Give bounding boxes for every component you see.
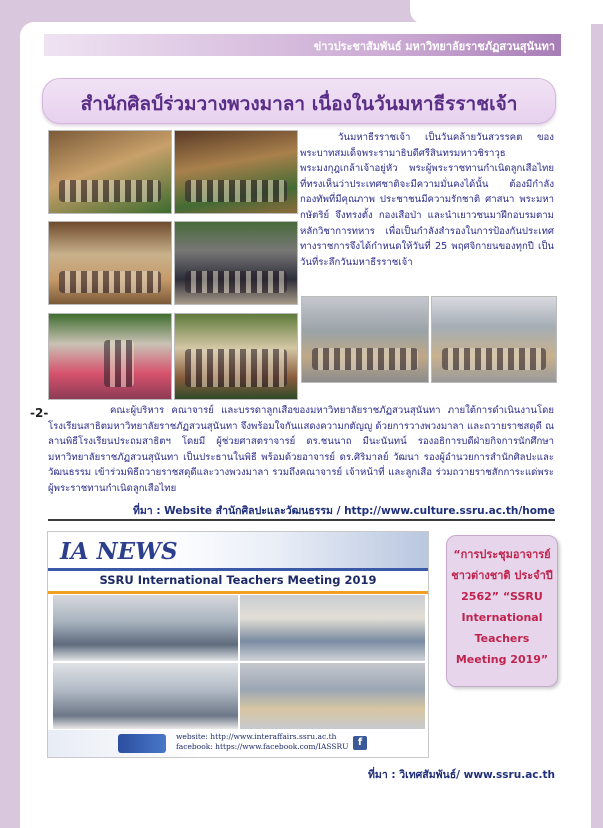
photo-ceremony-1 xyxy=(301,296,429,383)
article-title: สำนักศิลป์ร่วมวางพวงมาลา เนื่องในวันมหาธีรราชเจ้า xyxy=(80,93,518,115)
ia-photo-meeting-4 xyxy=(239,662,426,730)
photo-scouts-group xyxy=(174,313,298,400)
page-corner-tab xyxy=(410,0,603,24)
ia-footer-website: website: http://www.interaffairs.ssru.ac.th xyxy=(176,732,337,741)
callout-box xyxy=(446,535,558,687)
ia-university-logo-icon xyxy=(118,734,166,753)
ia-news-source: ที่มา : วิเทศสัมพันธ์/ www.ssru.ac.th xyxy=(367,769,555,781)
ia-news-banner xyxy=(48,568,428,594)
header-section-title: ข่าวประชาสัมพันธ์ มหาวิทยาลัยราชภัฏสวนสุนันทา xyxy=(313,40,555,53)
main-paragraph: คณะผู้บริหาร คณาจารย์ และบรรดาลูกเสือของมหาวิทยาลัยราชภัฏสวนสุนันทา ภายใต้การดำเนินงานโดย โรงเรียนสาธิตมหาวิทยาลัยราชภัฏสวนสุนันทา จึงพร้อมใจกันแสดงความกตัญญู ด้วยการวางพวงมาลา และถวายราชสดุดี ณ ลานพิธีโรงเรียนประถมสาธิตฯ โดยมี ผู้ช่วยศาสตราจารย์ ดร.ชนนาถ มีนะนันทน์ รองอธิการบดีฝ่ายกิจการนักศึกษา มหาวิทยาลัยราชภัฏสวนสุนันทา เป็นประธานในพิธี พร้อมด้วยอาจารย์ ดร.ศิริมาลย์ วัฒนา รองผู้อำนวยการสำนักศิลปะและวัฒนธรรม เข้าร่วมพิธีถวายราชสดุดีและวางพวงมาลา รวมถึงคณาจารย์ เจ้าหน้าที่ และลูกเสือ ร่วมถวายราชสักการะแด่พระผู้พระราชทานกำเนิดลูกเสือไทย xyxy=(48,405,554,494)
photo-scouts-kneeling xyxy=(48,221,172,305)
photo-ceremony-2 xyxy=(431,296,557,383)
page-number: -2- xyxy=(30,406,49,420)
photo-shrine-1 xyxy=(48,130,172,214)
ia-photo-meeting-1 xyxy=(52,594,239,662)
photo-wreath-woman xyxy=(48,313,172,400)
ia-news-logo: IA NEWS xyxy=(60,538,178,565)
ia-news-header xyxy=(48,532,428,568)
ia-footer-facebook: facebook: https://www.facebook.com/IASSRU xyxy=(176,742,349,751)
intro-paragraph: วันมหาธีรราชเจ้า เป็นวันคล้ายวันสวรรคต ของพระบาทสมเด็จพระรามาธิบดีศรีสินทรมหาวชิราวุธ พระมงกุฎเกล้าเจ้าอยู่หัว พระผู้พระราชทานกำเนิดลูกเสือไทย ที่ทรงเห็นว่าประเทศชาติจะมีความมั่นคงได้นั้น ต้องมีกำลังกองทัพที่มีคุณภาพ ประชาชนมีความรักชาติ ศาสนา พระมหากษัตริย์ จึงทรงตั้ง กองเสือป่า และนำเยาวชนมาฝึกอบรมตามหลักวิชาการทหาร เพื่อเป็นกำลังสำรองในการป้องกันประเทศ ทางราชการจึงได้กำหนดให้วันที่ 25 พฤศจิกายนของทุกปี เป็นวันที่ระลึกวันมหาธีรราชเจ้า xyxy=(300,132,554,268)
divider xyxy=(48,519,555,521)
ia-news-footer xyxy=(48,730,428,757)
ia-news-image xyxy=(47,531,429,758)
ia-photo-meeting-2 xyxy=(239,594,426,662)
photo-shrine-2 xyxy=(174,130,298,214)
ia-footer-links xyxy=(176,732,349,752)
ia-photo-meeting-3 xyxy=(52,662,239,730)
photo-officials xyxy=(174,221,298,305)
facebook-icon: f xyxy=(353,736,367,750)
ia-news-banner-text: SSRU International Teachers Meeting 2019 xyxy=(99,573,377,587)
header-bar xyxy=(44,34,561,56)
callout-text: “การประชุมอาจารย์ชาวต่างชาติ ประจำปี 2562” “SSRU International Teachers Meeting 2019” xyxy=(451,548,553,666)
article-source: ที่มา : Website สำนักศิลปะและวัฒนธรรม / http://www.culture.ssru.ac.th/home xyxy=(132,505,555,517)
article-title-box xyxy=(42,78,556,124)
